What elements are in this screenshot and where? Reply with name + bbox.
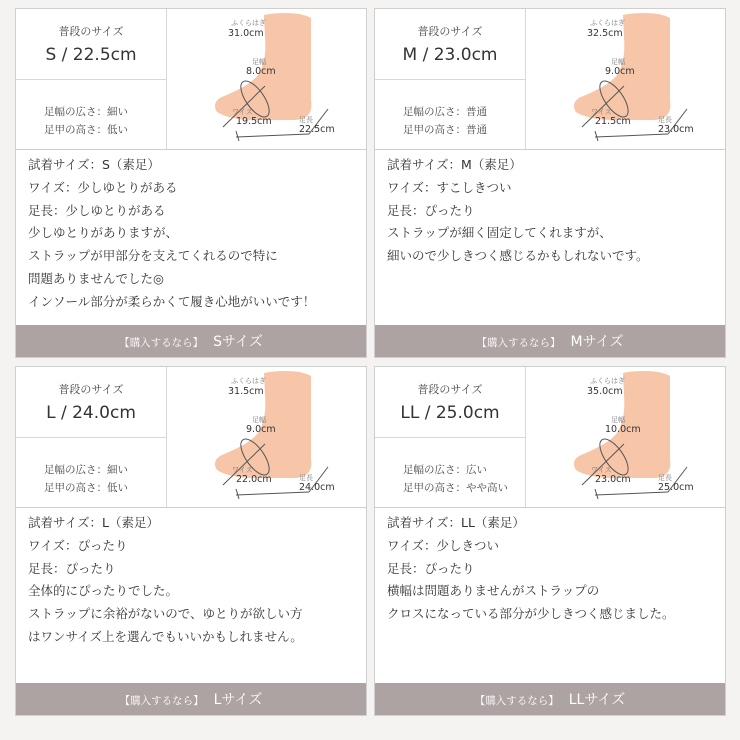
review-line: 足長：ぴったり [387, 202, 475, 218]
usual-size-value: LL / 25.0cm [400, 403, 500, 423]
review-line: ワイズ：少しゆとりがある [28, 179, 178, 195]
foot-width-text: 足幅の広さ：普通 [403, 106, 487, 118]
size-card [374, 366, 726, 716]
foot-width-text: 足幅の広さ：細い [44, 106, 128, 118]
calf-value: 31.5cm [228, 386, 264, 397]
instep-value: 8.0cm [246, 66, 276, 77]
usual-size-label: 普段のサイズ [58, 383, 124, 396]
calf-value: 35.0cm [587, 386, 623, 397]
buy-size-bar[interactable] [375, 683, 725, 715]
buy-prefix: 【購入するなら】 [119, 337, 204, 349]
foot-illustration [525, 9, 727, 149]
review-line: 試着サイズ：LL（素足） [387, 515, 525, 530]
review-line: ストラップが甲部分を支えてくれるので特に [28, 248, 278, 264]
usual-size-label: 普段のサイズ [58, 25, 124, 38]
review-text [387, 154, 719, 268]
width-label: ワイズ [591, 108, 612, 116]
foot-shape-info [375, 437, 526, 507]
calf-value: 31.0cm [228, 28, 264, 39]
usual-size-box [375, 367, 526, 438]
foot-shape-info [375, 79, 526, 149]
length-value: 22.5cm [299, 124, 335, 135]
calf-label: ふくらはぎ [231, 19, 266, 27]
usual-size-value: M / 23.0cm [402, 45, 498, 65]
instep-value: 10.0cm [605, 424, 641, 435]
width-label: ワイズ [232, 108, 253, 116]
buy-prefix: 【購入するなら】 [474, 695, 559, 707]
foot-illustration [525, 367, 727, 507]
review-text [28, 512, 360, 649]
review-line: ストラップに余裕がないので、ゆとりが欲しい方 [28, 606, 303, 622]
buy-size-bar[interactable] [16, 683, 366, 715]
length-label: 足長 [299, 116, 313, 124]
width-value: 19.5cm [236, 116, 272, 127]
instep-label: 足幅 [252, 58, 266, 66]
buy-prefix: 【購入するなら】 [476, 337, 561, 349]
usual-size-label: 普段のサイズ [417, 383, 483, 396]
review-line: はワンサイズ上を選んでもいいかもしれません。 [28, 628, 303, 644]
length-value: 24.0cm [299, 482, 335, 493]
width-value: 23.0cm [595, 474, 631, 485]
width-value: 21.5cm [595, 116, 631, 127]
instep-label: 足幅 [611, 58, 625, 66]
card-header [16, 367, 366, 508]
length-label: 足長 [658, 474, 672, 482]
foot-measurement-diagram [166, 9, 368, 149]
review-line: インソール部分が柔らかくて履き心地がいいです！ [28, 293, 316, 309]
width-label: ワイズ [591, 466, 612, 474]
buy-size: Sサイズ [213, 334, 263, 350]
card-header [16, 9, 366, 150]
review-line: 試着サイズ：L（素足） [28, 515, 159, 530]
instep-label: 足幅 [252, 416, 266, 424]
calf-label: ふくらはぎ [231, 377, 266, 385]
buy-prefix: 【購入するなら】 [119, 695, 204, 707]
instep-value: 9.0cm [246, 424, 276, 435]
usual-size-box [16, 9, 167, 80]
card-header [375, 9, 725, 150]
review-line: 足長：少しゆとりがある [28, 202, 166, 218]
review-line: 足長：ぴったり [28, 560, 116, 576]
foot-measurement-diagram [525, 9, 727, 149]
length-label: 足長 [299, 474, 313, 482]
review-line: 全体的にぴったりでした。 [28, 583, 179, 599]
foot-instep-text: 足甲の高さ：普通 [403, 124, 487, 136]
review-line: 問題ありませんでした◎ [28, 270, 164, 286]
foot-instep-text: 足甲の高さ：低い [44, 124, 128, 136]
foot-measurement-diagram [166, 367, 368, 507]
review-line: ワイズ：ぴったり [28, 537, 128, 553]
review-line: 細いので少しきつく感じるかもしれないです。 [387, 248, 649, 264]
usual-size-box [16, 367, 167, 438]
foot-shape-info [16, 79, 167, 149]
usual-size-label: 普段のサイズ [417, 25, 483, 38]
size-card [15, 8, 367, 358]
foot-instep-text: 足甲の高さ：低い [44, 482, 128, 494]
usual-size-value: S / 22.5cm [45, 45, 137, 65]
size-card [15, 366, 367, 716]
width-label: ワイズ [232, 466, 253, 474]
length-value: 25.0cm [658, 482, 694, 493]
buy-size: Mサイズ [570, 334, 624, 350]
width-value: 22.0cm [236, 474, 272, 485]
size-card [374, 8, 726, 358]
review-line: 横幅は問題ありませんがストラップの [387, 583, 600, 599]
usual-size-box [375, 9, 526, 80]
instep-label: 足幅 [611, 416, 625, 424]
foot-width-text: 足幅の広さ：細い [44, 464, 128, 476]
buy-size: LLサイズ [568, 692, 626, 708]
foot-shape-info [16, 437, 167, 507]
review-line: 少しゆとりがありますが、 [28, 225, 179, 241]
foot-illustration [166, 367, 368, 507]
buy-size-bar[interactable] [375, 325, 725, 357]
foot-measurement-diagram [525, 367, 727, 507]
foot-instep-text: 足甲の高さ：やや高い [403, 482, 508, 494]
review-line: 試着サイズ：S（素足） [28, 157, 160, 172]
review-line: クロスになっている部分が少しきつく感じました。 [387, 606, 675, 622]
buy-size-bar[interactable] [16, 325, 366, 357]
length-label: 足長 [658, 116, 672, 124]
review-line: ワイズ：少しきつい [387, 537, 500, 553]
instep-value: 9.0cm [605, 66, 635, 77]
length-value: 23.0cm [658, 124, 694, 135]
calf-label: ふくらはぎ [590, 377, 625, 385]
review-text [28, 154, 360, 314]
foot-illustration [166, 9, 368, 149]
review-line: ワイズ：すこしきつい [387, 179, 512, 195]
calf-value: 32.5cm [587, 28, 623, 39]
review-line: 試着サイズ：M（素足） [387, 157, 522, 172]
foot-width-text: 足幅の広さ：広い [403, 464, 487, 476]
card-header [375, 367, 725, 508]
usual-size-value: L / 24.0cm [46, 403, 136, 423]
buy-size: Lサイズ [213, 692, 263, 708]
review-line: ストラップが細く固定してくれますが、 [387, 225, 612, 241]
calf-label: ふくらはぎ [590, 19, 625, 27]
review-text [387, 512, 719, 626]
review-line: 足長：ぴったり [387, 560, 475, 576]
